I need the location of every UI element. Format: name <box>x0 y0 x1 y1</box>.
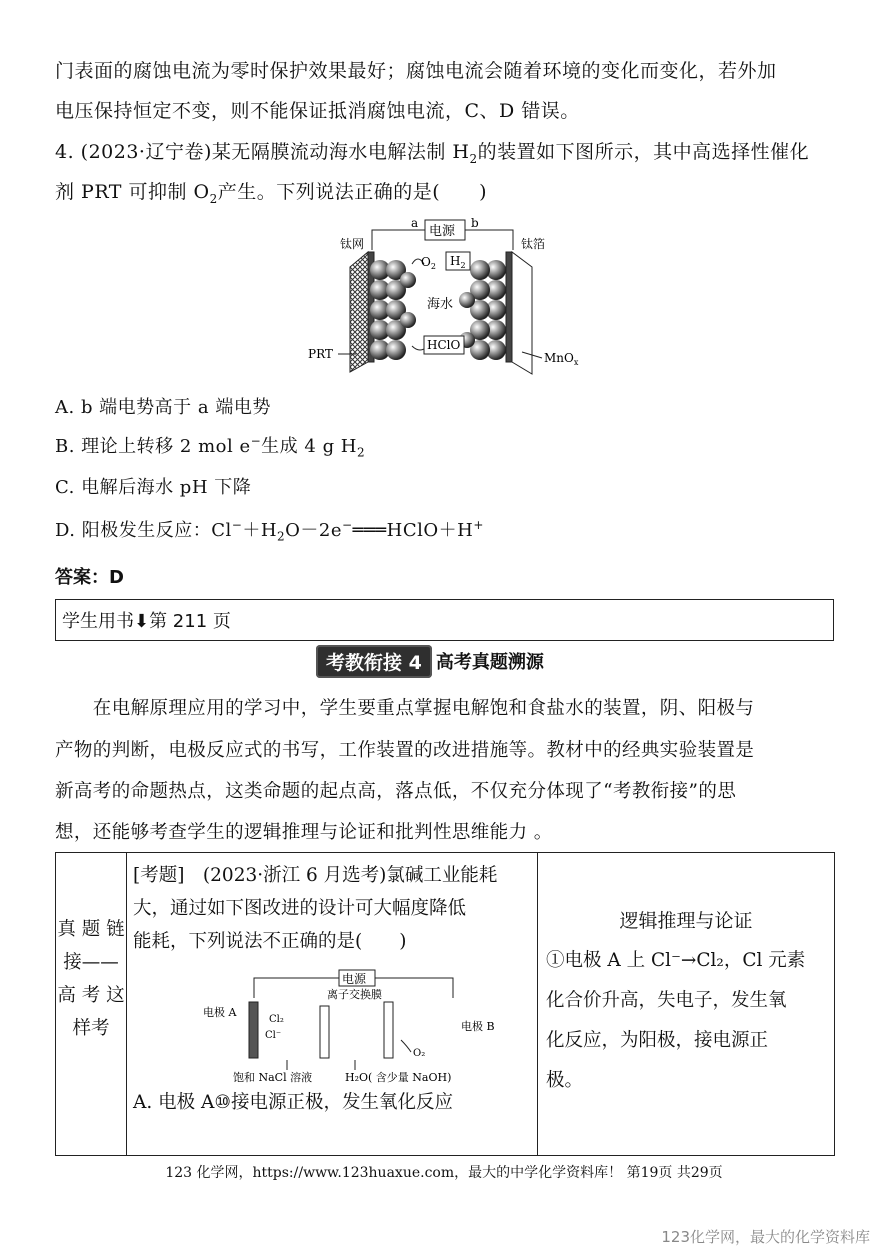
catalyst-balls-right <box>459 260 506 360</box>
option-a: A. b 端电势高于 a 端电势 <box>55 397 271 418</box>
seawater-label: 海水 <box>427 297 454 312</box>
reasoning-cell: 逻辑推理与论证 ①电极 A 上 Cl⁻→Cl₂，Cl 元素 化合价升高，失电子，发生氧 化反应，为阳极，接电源正 极。 <box>538 853 835 1156</box>
prt-label: PRT <box>308 347 333 361</box>
membrane-label: 离子交换膜 <box>327 988 382 1001</box>
electrolysis-diagram <box>300 212 580 380</box>
book-reference: 学生用书⬇第 211 页 <box>55 599 834 641</box>
ion-exchange-membrane <box>320 1006 329 1058</box>
section-badge: 考教衔接 4 <box>316 645 432 678</box>
reasoning-title: 逻辑推理与论证 <box>619 910 753 932</box>
catalyst-balls-left <box>370 260 416 360</box>
row-header: 真 题 链 接—— 高 考 这 样考 <box>56 853 127 1156</box>
electrode-a-label: 电极 A <box>203 1006 237 1019</box>
text-line: 电压保持恒定不变，则不能保证抵消腐蚀电流，C、D 错误。 <box>55 100 580 122</box>
terminal-a-label: a <box>411 216 419 230</box>
wire-right <box>465 230 513 250</box>
option-c: C. 电解后海水 pH 下降 <box>55 477 252 498</box>
paragraph-line: 想，还能够考查学生的逻辑推理与论证和批判性思维能力 。 <box>55 822 553 843</box>
o2-label-2: O₂ <box>413 1048 426 1059</box>
exam-link-table <box>55 852 835 1156</box>
option-b: B. 理论上转移 2 mol e−生成 4 g $H_2$ <box>55 434 366 460</box>
text-line: 门表面的腐蚀电流为零时保护效果最好；腐蚀电流会随着环境的变化而变化，若外加 <box>55 60 777 82</box>
power-label: 电源 <box>429 224 456 239</box>
paragraph-line: 新高考的命题热点，这类命题的起点高，落点低，不仅充分体现了“考教衔接”的思 <box>55 781 737 802</box>
right-electrode-foil <box>512 252 532 374</box>
h2-label: $H_2$ <box>450 254 466 270</box>
cl-minus-label: Cl⁻ <box>265 1030 282 1041</box>
option-d: D. 阳极发生反应：$Cl^-+H_2O-2e^-═══HClO+H^+$ <box>55 518 484 544</box>
cl2-label: Cl₂ <box>269 1014 284 1025</box>
wire-left <box>372 230 425 250</box>
paragraph-line: 在电解原理应用的学习中，学生要重点掌握电解饱和食盐水的装置，阴、阳极与 <box>55 698 755 719</box>
terminal-b-label: b <box>471 216 479 230</box>
nacl-label: 饱和 NaCl 溶液 <box>233 1071 313 1084</box>
option-a-2: A. 电极 A⑩接电源正极，发生氧化反应 <box>133 1092 453 1113</box>
answer: 答案：D <box>55 567 124 588</box>
question-line-1: 4. (2023·辽宁卷)某无隔膜流动海水电解法制 $H_2$的装置如下图所示，其中高选择性催化 <box>55 141 810 166</box>
hclo-label: HClO <box>427 338 461 352</box>
electrode-b <box>384 1002 393 1058</box>
mnox-label: MnO$_x$ <box>544 351 579 367</box>
page-footer: 123 化学网，https://www.123huaxue.com，最大的中学化学资料库！ 第19页 共29页 <box>165 1165 723 1181</box>
arrow-icon <box>401 1040 411 1052</box>
exam-question-cell: [考题] (2023·浙江 6 月选考)氯碱工业能耗 大，通过如下图改进的设计可大幅度降低 能耗，下列说法不正确的是( ) 电源 离子交换膜 电极 A 电极 B Cl₂ Cl⁻ O₂ 饱和 NaCl 溶液 H₂O( 含少量 NaOH) A. 电极 A⑩接电源正极，发生氧化反应 <box>127 853 538 1156</box>
o2-label: $O_2$ <box>421 255 436 271</box>
titanium-foil-label: 钛箔 <box>521 237 546 251</box>
question-line-2: 剂 PRT 可抑制 $O_2$产生。下列说法正确的是( ) <box>55 181 488 206</box>
wire-right-2 <box>375 978 453 998</box>
section-heading <box>316 646 544 676</box>
right-electrode-edge <box>506 252 512 362</box>
electrode-a <box>249 1002 258 1058</box>
paragraph-line: 产物的判断，电极反应式的书写，工作装置的改进措施等。教材中的经典实验装置是 <box>55 740 755 761</box>
electrode-b-label: 电极 B <box>461 1020 495 1033</box>
titanium-mesh-label: 钛网 <box>340 237 365 251</box>
watermark: 123化学网，最大的化学资料库 <box>661 1228 870 1246</box>
section-title: 高考真题溯源 <box>435 652 544 673</box>
chlor-alkali-diagram <box>197 966 497 1086</box>
naoh-label: H₂O( 含少量 NaOH) <box>345 1071 452 1084</box>
power-label-2: 电源 <box>342 972 367 986</box>
